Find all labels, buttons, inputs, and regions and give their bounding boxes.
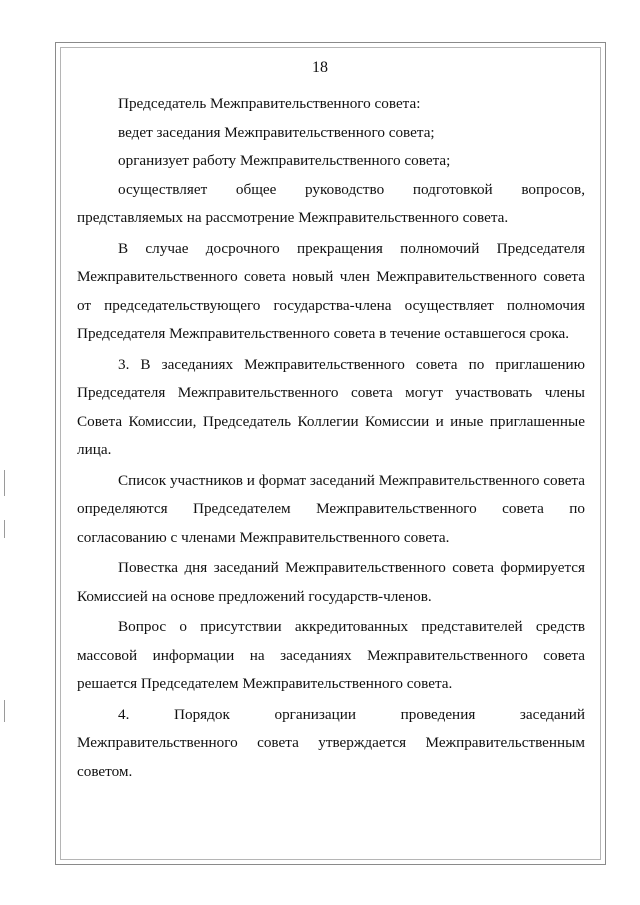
paragraph-participants-format: Список участников и формат заседаний Межправительственного совета определяются Председателем Межправительственного совета по согласованию с членами Межправительственного совета. xyxy=(77,471,585,546)
paragraph-section-4-procedure: 4. Порядок организации проведения заседаний Межправительственного совета утверждается Межправительственным советом. xyxy=(77,705,585,780)
paragraph-media-presence: Вопрос о присутствии аккредитованных представителей средств массовой информации на заседаниях Межправительственного совета решается Председателем Межправительственного совета. xyxy=(77,618,585,692)
paragraph-conducts-meetings: ведет заседания Межправительственного совета; xyxy=(118,123,435,141)
paragraph-agenda: Повестка дня заседаний Межправительственного совета формируется Комиссией на основе предложений государств-членов. xyxy=(77,559,585,605)
paragraph-section-3-participants: 3. В заседаниях Межправительственного совета по приглашению Председателя Межправительственного совета могут участвовать члены Совета Комиссии, Председатель Коллегии Комиссии и иные приглашенные лица. xyxy=(77,355,585,458)
scan-artifact-mark xyxy=(4,520,5,538)
paragraph-organizes-work: организует работу Межправительственного совета; xyxy=(118,152,451,169)
scan-artifact-mark xyxy=(4,470,5,496)
paragraph-general-guidance: осуществляет общее руководство подготовкой вопросов, представляемых на рассмотрение Межправительственного совета. xyxy=(77,180,585,226)
document-body xyxy=(77,90,585,786)
paragraph-chairman-heading: Председатель Межправительственного совета: xyxy=(118,95,421,112)
paragraph-early-termination: В случае досрочного прекращения полномочий Председателя Межправительственного совета новый член Межправительственного совета от председательствующего государства-члена осуществляет полномочия Председателя Межправительственного совета в течение оставшегося срока. xyxy=(77,239,585,342)
page-number: 18 xyxy=(312,59,328,76)
scan-artifact-mark xyxy=(4,700,5,722)
